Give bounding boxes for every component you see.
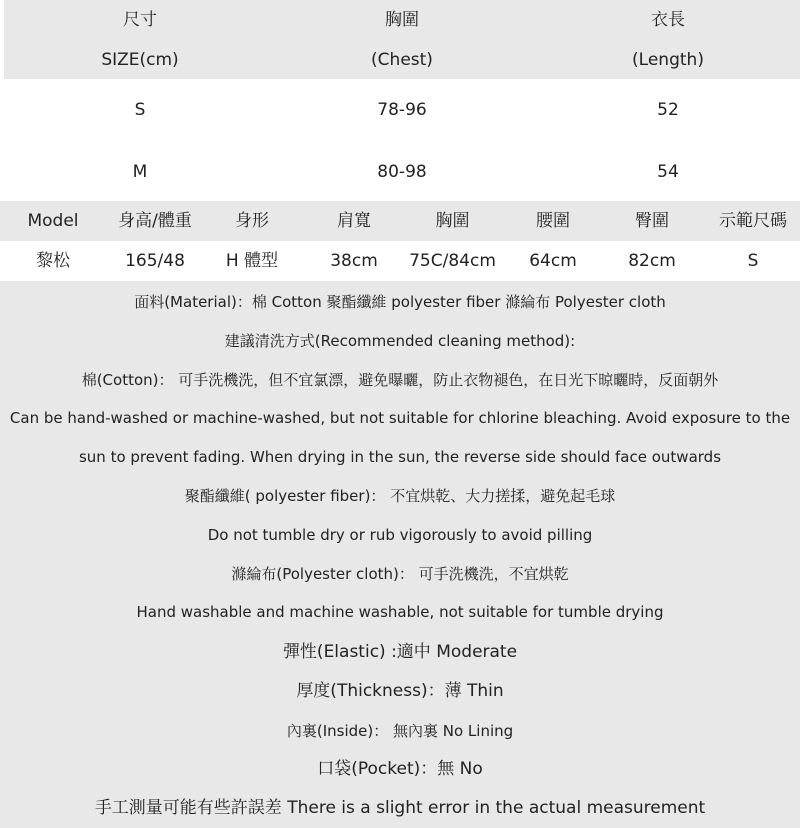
- chest-header-label: 胸圍: [385, 10, 419, 30]
- length-cell: 52: [657, 100, 679, 120]
- size-header-label-en: SIZE(cm): [101, 50, 179, 70]
- model-header-cell: 腰圍: [536, 211, 570, 231]
- material-line: 面料(Material)：棉 Cotton 聚酯纖維 polyester fiber 滌綸布 Polyester cloth: [134, 293, 666, 311]
- cotton-care-en-2: sun to prevent fading. When drying in the sun, the reverse side should face outwards: [78, 448, 722, 466]
- model-cell: 75C/84cm: [409, 251, 496, 271]
- size-cell: S: [134, 100, 146, 120]
- polyester-cloth-care-zh: 滌綸布(Polyester cloth)： 可手洗機洗，不宜烘乾: [231, 565, 569, 583]
- model-header-cell: 身形: [235, 211, 269, 231]
- model-table-row: [0, 241, 800, 281]
- lining-line: 內裏(Inside)： 無內裏 No Lining: [286, 722, 514, 740]
- model-header-cell: 胸圍: [435, 211, 470, 231]
- cotton-care-en-1: Can be hand-washed or machine-washed, but not suitable for chlorine bleaching. Avoid exposure to the: [9, 409, 791, 427]
- polyester-fiber-care-zh: 聚酯纖維( polyester fiber)： 不宜烘乾、大力搓揉，避免起毛球: [184, 487, 616, 505]
- polyester-cloth-care-en: Hand washable and machine washable, not suitable for tumble drying: [136, 603, 664, 621]
- model-cell: 38cm: [330, 251, 378, 271]
- cotton-care-zh: 棉(Cotton)： 可手洗機洗，但不宜氯漂，避免曝曬，防止衣物褪色，在日光下晾曬時，反面朝外: [81, 371, 719, 389]
- size-table-header: [4, 0, 800, 79]
- model-cell: 黎松: [36, 251, 70, 271]
- model-cell: 64cm: [529, 251, 577, 271]
- model-table-header: [0, 201, 800, 241]
- thickness-line: 厚度(Thickness)：薄 Thin: [296, 681, 504, 701]
- pocket-line: 口袋(Pocket)：無 No: [317, 759, 483, 779]
- model-header-cell: 示範尺碼: [719, 211, 787, 231]
- model-header-cell: 身高/體重: [118, 211, 192, 231]
- model-cell: 82cm: [628, 251, 676, 271]
- model-header-cell: 肩寬: [337, 211, 371, 231]
- product-info-section: [0, 281, 800, 828]
- model-cell: H 體型: [225, 251, 279, 271]
- size-header-label: 尺寸: [123, 10, 157, 30]
- model-cell: 165/48: [125, 251, 185, 271]
- length-header-label: 衣長: [651, 10, 685, 30]
- model-header-cell: Model: [27, 211, 79, 231]
- cleaning-heading: 建議清洗方式(Recommended cleaning method):: [224, 332, 576, 350]
- length-cell: 54: [657, 162, 679, 182]
- measurement-note: 手工測量可能有些許誤差 There is a slight error in the actual measurement: [94, 798, 706, 818]
- length-header-label-en: (Length): [632, 50, 704, 70]
- model-header-cell: 臀圍: [635, 211, 669, 231]
- chest-cell: 80-98: [377, 162, 427, 182]
- elastic-line: 彈性(Elastic) :適中 Moderate: [282, 642, 518, 662]
- chest-cell: 78-96: [377, 100, 427, 120]
- size-table-body: [4, 79, 800, 200]
- model-cell: S: [747, 251, 759, 271]
- size-cell: M: [132, 162, 148, 182]
- chest-header-label-en: (Chest): [371, 50, 433, 70]
- polyester-fiber-care-en: Do not tumble dry or rub vigorously to avoid pilling: [207, 526, 593, 544]
